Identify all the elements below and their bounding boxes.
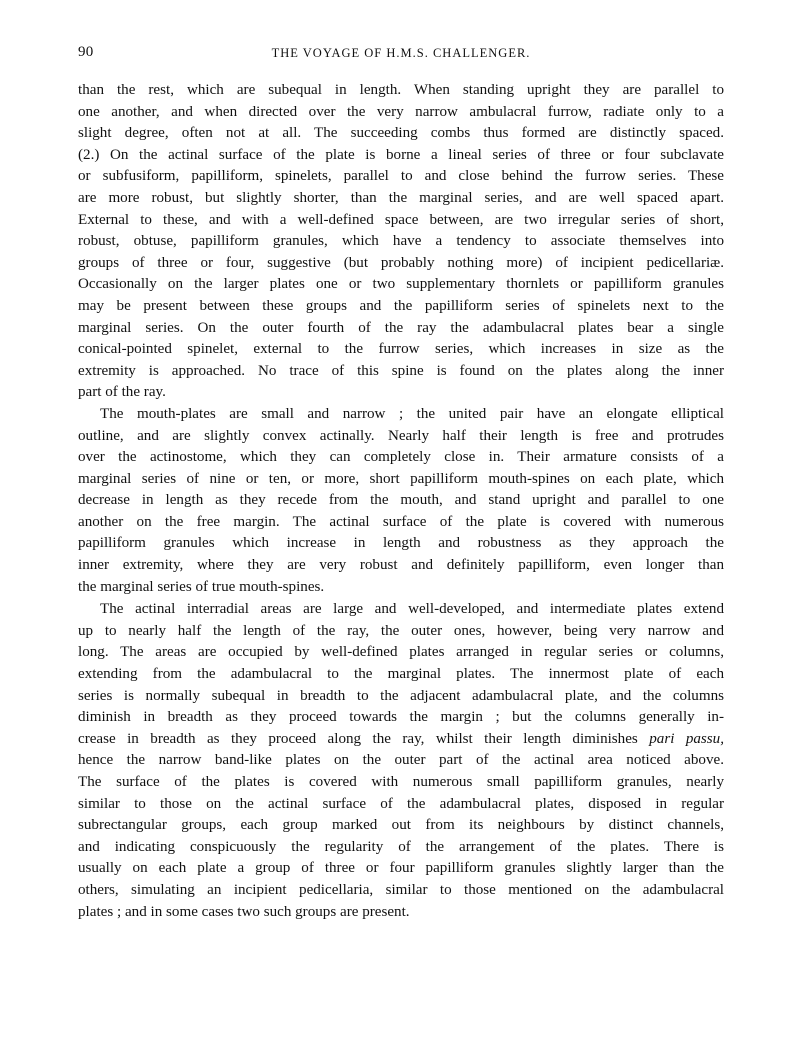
text-line: External to these, and with a well-defined space between, are two irregular series of short,: [78, 211, 724, 228]
italic-phrase: pari passu,: [649, 730, 724, 747]
text-line: than the rest, which are subequal in length. When standing upright they are parallel to: [78, 82, 724, 98]
text-line-with-italic: [78, 729, 724, 751]
paragraph-1: [78, 80, 724, 404]
paragraph-3: [78, 599, 724, 923]
text-line: another on the free margin. The actinal surface of the plate is covered with numerous: [78, 513, 724, 530]
text-line: marginal series of nine or ten, or more, short papilliform mouth-spines on each plate, which: [78, 470, 724, 487]
text-line: one another, and when directed over the very narrow ambulacral furrow, radiate only to a: [78, 103, 724, 120]
text-line: similar to those on the actinal surface of the adambulacral plates, disposed in regular: [78, 795, 724, 812]
text-line: (2.) On the actinal surface of the plate is borne a lineal series of three or four subclavate: [78, 146, 724, 163]
body-text: [78, 80, 724, 923]
text-line: subrectangular groups, each group marked out from its neighbours by distinct channels,: [78, 817, 724, 834]
running-head: [78, 44, 724, 64]
text-line: papilliform granules which increase in length and robustness as they approach the: [78, 535, 724, 552]
text-line: series is normally subequal in breadth to the adjacent adambulacral plate, and the columns: [78, 687, 724, 704]
text-line: may be present between these groups and the papilliform series of spinelets next to the: [78, 297, 724, 314]
text-line: others, simulating an incipient pedicellaria, similar to those mentioned on the adambulacral: [78, 881, 724, 898]
text-line: extending from the adambulacral to the marginal plates. The innermost plate of each: [78, 666, 724, 683]
text-line: part of the ray.: [78, 384, 166, 401]
text-line: or subfusiform, papilliform, spinelets, parallel to and close behind the furrow series. These: [78, 168, 724, 185]
text-line: long. The areas are occupied by well-defined plates arranged in regular series or columns,: [78, 644, 724, 661]
paragraph-2: [78, 404, 724, 598]
text-line: outline, and are slightly convex actinally. Nearly half their length is free and protrudes: [78, 427, 724, 444]
text-line: The surface of the plates is covered with numerous small papilliform granules, nearly: [78, 774, 724, 790]
text-line: The mouth-plates are small and narrow ; the united pair have an elongate elliptical: [100, 405, 724, 422]
text-line: Occasionally on the larger plates one or two supplementary thornlets or papilliform granules: [78, 276, 724, 293]
running-title: THE VOYAGE OF H.M.S. CHALLENGER.: [271, 46, 531, 60]
page-number: 90: [78, 44, 94, 60]
text-line: slight degree, often not at all. The succeeding combs thus formed are distinctly spaced.: [78, 125, 724, 142]
text-line: marginal series. On the outer fourth of the ray the adambulacral plates bear a single: [78, 319, 724, 336]
text-line: extremity is approached. No trace of this spine is found on the plates along the inner: [78, 362, 724, 379]
text-line: groups of three or four, suggestive (but probably nothing more) of incipient pedicellariæ.: [78, 254, 724, 271]
text-line: the marginal series of true mouth-spines.: [78, 578, 325, 595]
text-line: plates ; and in some cases two such groups are present.: [78, 903, 410, 920]
text-line: over the actinostome, which they can completely close in. Their armature consists of a: [78, 449, 724, 466]
text-line: are more robust, but slightly shorter, than the marginal series, and are well spaced apart.: [78, 189, 724, 206]
text-line: conical-pointed spinelet, external to the furrow series, which increases in size as the: [78, 341, 724, 358]
text-line: hence the narrow band-like plates on the outer part of the actinal area noticed above.: [78, 752, 724, 769]
text-segment: crease in breadth as they proceed along the ray, whilst their length diminishes: [78, 730, 638, 747]
text-line: usually on each plate a group of three or four papilliform granules slightly larger than the: [78, 860, 724, 877]
text-line: diminish in breadth as they proceed towards the margin ; but the columns generally in-: [78, 709, 724, 726]
text-line: decrease in length as they recede from the mouth, and stand upright and parallel to one: [78, 492, 724, 509]
text-line: robust, obtuse, papilliform granules, which have a tendency to associate themselves into: [78, 233, 724, 250]
text-line: inner extremity, where they are very robust and definitely papilliform, even longer than: [78, 557, 724, 574]
text-line: The actinal interradial areas are large and well-developed, and intermediate plates extend: [100, 601, 724, 618]
text-line: up to nearly half the length of the ray, the outer ones, however, being very narrow and: [78, 622, 724, 639]
text-line: and indicating conspicuously the regularity of the arrangement of the plates. There is: [78, 838, 724, 855]
